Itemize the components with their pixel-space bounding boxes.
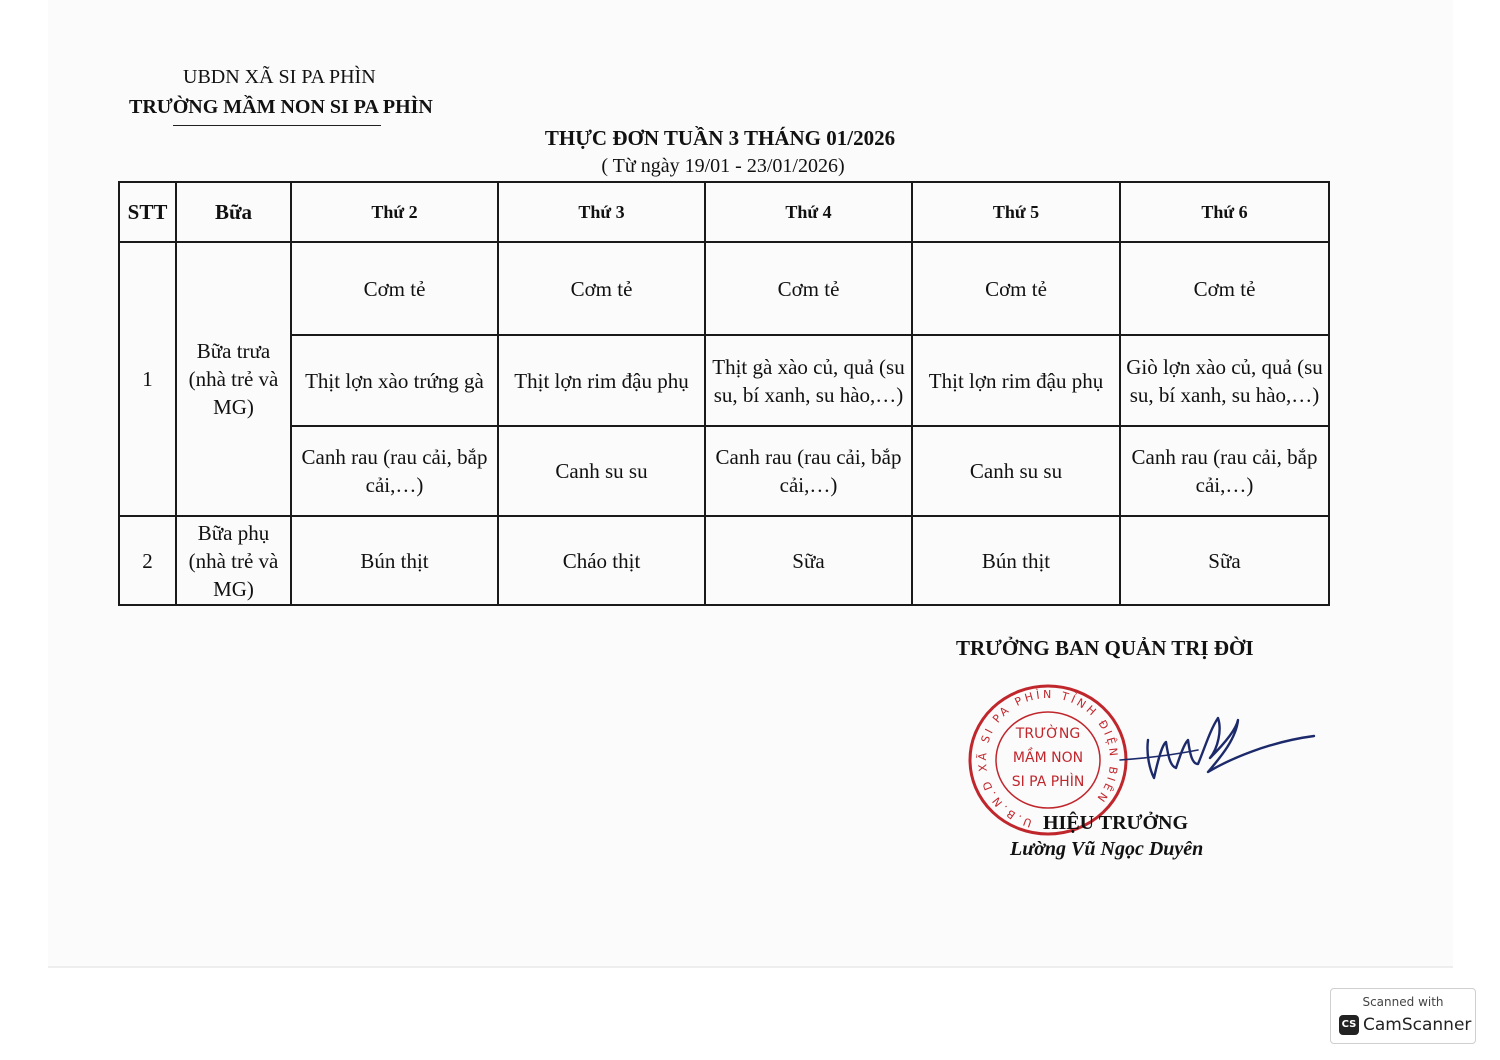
row-stt: 2	[119, 516, 176, 605]
dish-cell: Sữa	[705, 516, 912, 605]
dish-cell: Cháo thịt	[498, 516, 705, 605]
table-header-row	[119, 182, 1329, 242]
col-header-meal: Bữa	[176, 182, 291, 242]
table-row	[119, 242, 1329, 335]
menu-date-range: ( Từ ngày 19/01 - 23/01/2026)	[601, 155, 845, 177]
handwritten-signature	[1118, 700, 1318, 790]
dish-cell: Thịt lợn rim đậu phụ	[912, 335, 1120, 426]
authority-name: UBDN XÃ SI PA PHÌN	[183, 66, 376, 88]
watermark-caption: Scanned with	[1362, 995, 1444, 1009]
dish-cell: Canh su su	[498, 426, 705, 516]
seal-line-3: SI PA PHÌN	[1011, 774, 1085, 790]
dish-cell: Giò lợn xào củ, quả (su su, bí xanh, su hào,…)	[1120, 335, 1329, 426]
col-header-tuesday: Thứ 3	[498, 182, 705, 242]
school-name: TRƯỜNG MẦM NON SI PA PHÌN	[129, 96, 433, 118]
menu-title: THỰC ĐƠN TUẦN 3 THÁNG 01/2026	[544, 126, 896, 150]
row-meal-name: Bữa trưa (nhà trẻ và MG)	[176, 242, 291, 516]
table-row	[119, 516, 1329, 605]
col-header-stt: STT	[119, 182, 176, 242]
principal-name: Lường Vũ Ngọc Duyên	[1010, 838, 1204, 860]
col-header-thursday: Thứ 5	[912, 182, 1120, 242]
dish-cell: Thịt lợn xào trứng gà	[291, 335, 498, 426]
dish-cell: Bún thịt	[291, 516, 498, 605]
col-header-wednesday: Thứ 4	[705, 182, 912, 242]
principal-title: HIỆU TRƯỞNG	[1043, 812, 1189, 834]
dish-cell: Bún thịt	[912, 516, 1120, 605]
seal-line-2: MẦM NON	[1012, 750, 1084, 766]
dish-cell: Thịt lợn rim đậu phụ	[498, 335, 705, 426]
board-title: TRƯỞNG BAN QUẢN TRỊ ĐỜI	[956, 636, 1254, 660]
camscanner-watermark	[1330, 988, 1476, 1044]
dish-cell: Cơm tẻ	[498, 242, 705, 335]
dish-cell: Cơm tẻ	[705, 242, 912, 335]
dish-cell: Canh rau (rau cải, bắp cải,…)	[291, 426, 498, 516]
dish-cell: Canh rau (rau cải, bắp cải,…)	[705, 426, 912, 516]
dish-cell: Canh rau (rau cải, bắp cải,…)	[1120, 426, 1329, 516]
dish-cell: Canh su su	[912, 426, 1120, 516]
row-meal-name: Bữa phụ (nhà trẻ và MG)	[176, 516, 291, 605]
watermark-brand: CamScanner	[1363, 1015, 1472, 1035]
weekly-menu-table	[118, 181, 1330, 606]
seal-line-1: TRƯỜNG	[1015, 726, 1081, 742]
col-header-friday: Thứ 6	[1120, 182, 1329, 242]
dish-cell: Thịt gà xào củ, quả (su su, bí xanh, su hào,…)	[705, 335, 912, 426]
camscanner-logo-icon: CS	[1339, 1015, 1359, 1035]
dish-cell: Cơm tẻ	[912, 242, 1120, 335]
dish-cell: Sữa	[1120, 516, 1329, 605]
table-row	[119, 426, 1329, 516]
dish-cell: Cơm tẻ	[291, 242, 498, 335]
dish-cell: Cơm tẻ	[1120, 242, 1329, 335]
table-row	[119, 335, 1329, 426]
row-stt: 1	[119, 242, 176, 516]
seal-ring-text: U.B.N.D XÃ SI PA PHÌN TỈNH ĐIỆN BIÊN	[975, 687, 1121, 830]
col-header-monday: Thứ 2	[291, 182, 498, 242]
